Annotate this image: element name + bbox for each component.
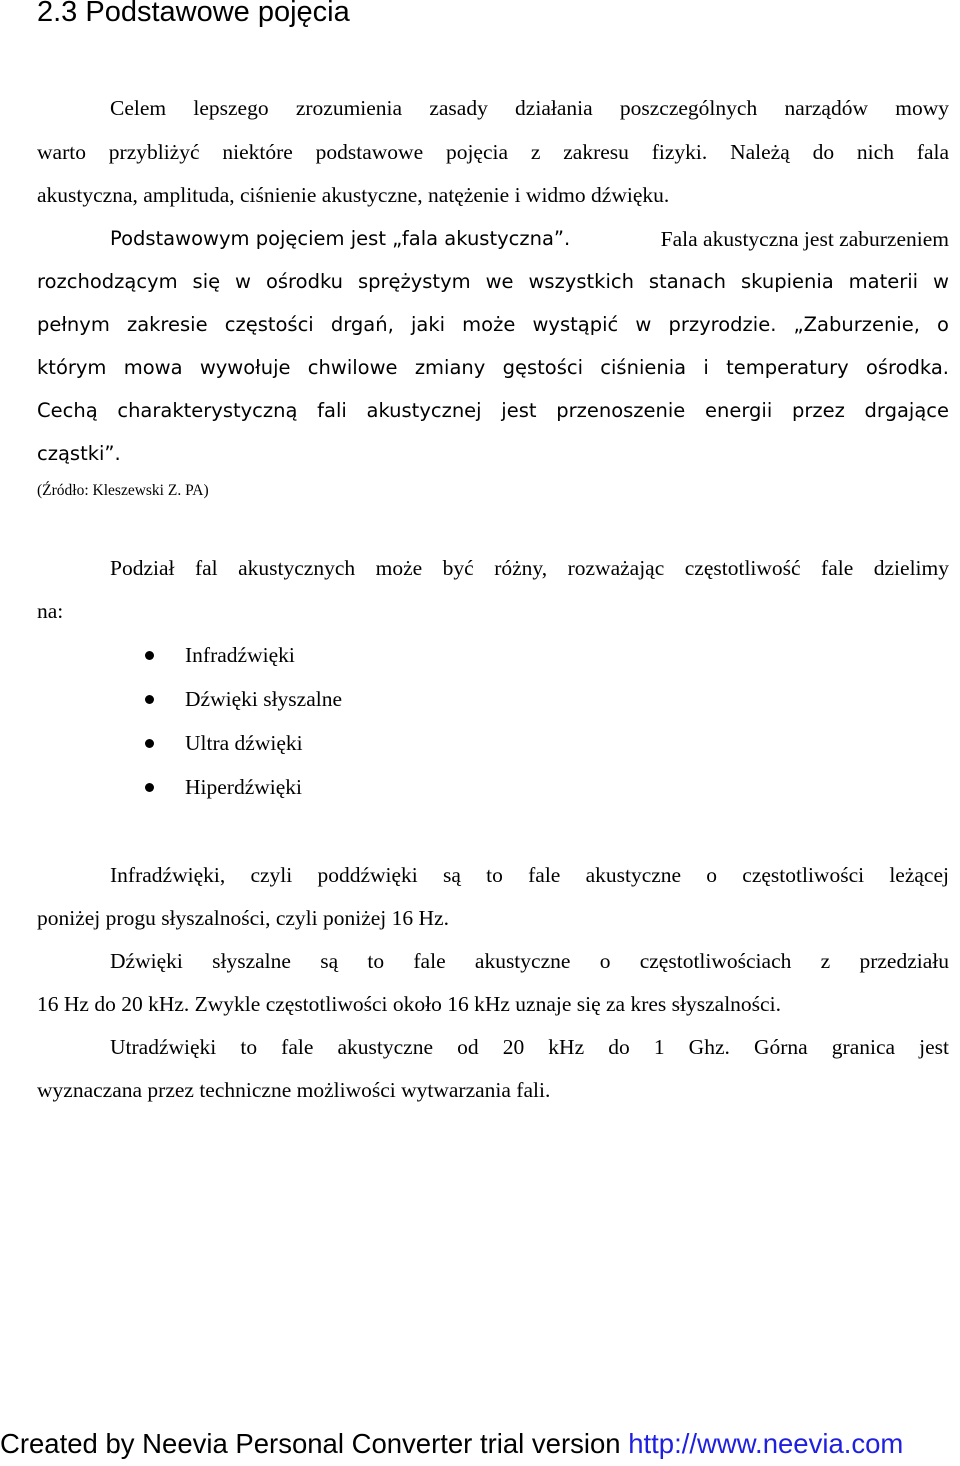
converter-footer	[0, 1428, 903, 1460]
intro-line-3: akustyczna, amplituda, ciśnienie akustyczne, natężenie i widmo dźwięku.	[37, 183, 670, 207]
list-item: Hiperdźwięki	[185, 775, 303, 799]
footer-link[interactable]: http://www.neevia.com	[628, 1428, 904, 1459]
list-item: Infradźwięki	[185, 643, 295, 667]
definition-line-1a: Podstawowym pojęciem jest „fala akustyczna”.	[110, 227, 571, 250]
section-heading: 2.3 Podstawowe pojęcia	[37, 0, 350, 28]
audible-line-2: 16 Hz do 20 kHz. Zwykle częstotliwości około 16 kHz uznaje się za kres słyszalności.	[37, 992, 781, 1016]
definition-line-6: cząstki”.	[37, 442, 121, 465]
bullet-dot	[145, 695, 154, 704]
intro-line-2: warto przybliżyć niektóre podstawowe pojęcia z zakresu fizyki. Należą do nich fala	[37, 140, 949, 164]
list-item: Ultra dźwięki	[185, 731, 303, 755]
list-item: Dźwięki słyszalne	[185, 687, 343, 711]
infrasound-line-2: poniżej progu słyszalności, czyli poniżej 16 Hz.	[37, 906, 449, 930]
bullet-dot	[145, 783, 154, 792]
audible-line-1: Dźwięki słyszalne są to fale akustyczne o częstotliwościach z przedziału	[110, 949, 949, 973]
definition-line-3: pełnym zakresie częstości drgań, jaki może wystąpić w przyrodzie. „Zaburzenie, o	[37, 313, 949, 336]
ultrasound-line-2: wyznaczana przez techniczne możliwości wytwarzania fali.	[37, 1078, 551, 1102]
definition-line-2: rozchodzącym się w ośrodku sprężystym we wszystkich stanach skupienia materii w	[37, 270, 949, 293]
division-line-2: na:	[37, 599, 64, 623]
infrasound-line-1: Infradźwięki, czyli poddźwięki są to fale akustyczne o częstotliwości leżącej	[110, 863, 949, 887]
intro-line-1: Celem lepszego zrozumienia zasady działania poszczególnych narządów mowy	[110, 96, 949, 120]
bullet-dot	[145, 739, 154, 748]
bullet-dot	[145, 651, 154, 660]
definition-line-5: Cechą charakterystyczną fali akustycznej jest przenoszenie energii przez drgające	[37, 399, 949, 422]
footer-text: Created by Neevia Personal Converter trial version	[0, 1428, 629, 1459]
ultrasound-line-1: Utradźwięki to fale akustyczne od 20 kHz do 1 Ghz. Górna granica jest	[110, 1035, 949, 1059]
definition-line-4: którym mowa wywołuje chwilowe zmiany gęstości ciśnienia i temperatury ośrodka.	[37, 356, 949, 379]
definition-line-1b: Fala akustyczna jest zaburzeniem	[660, 227, 949, 251]
division-line-1: Podział fal akustycznych może być różny, rozważając częstotliwość fale dzielimy	[110, 556, 949, 580]
source-citation: (Źródło: Kleszewski Z. PA)	[37, 482, 209, 499]
